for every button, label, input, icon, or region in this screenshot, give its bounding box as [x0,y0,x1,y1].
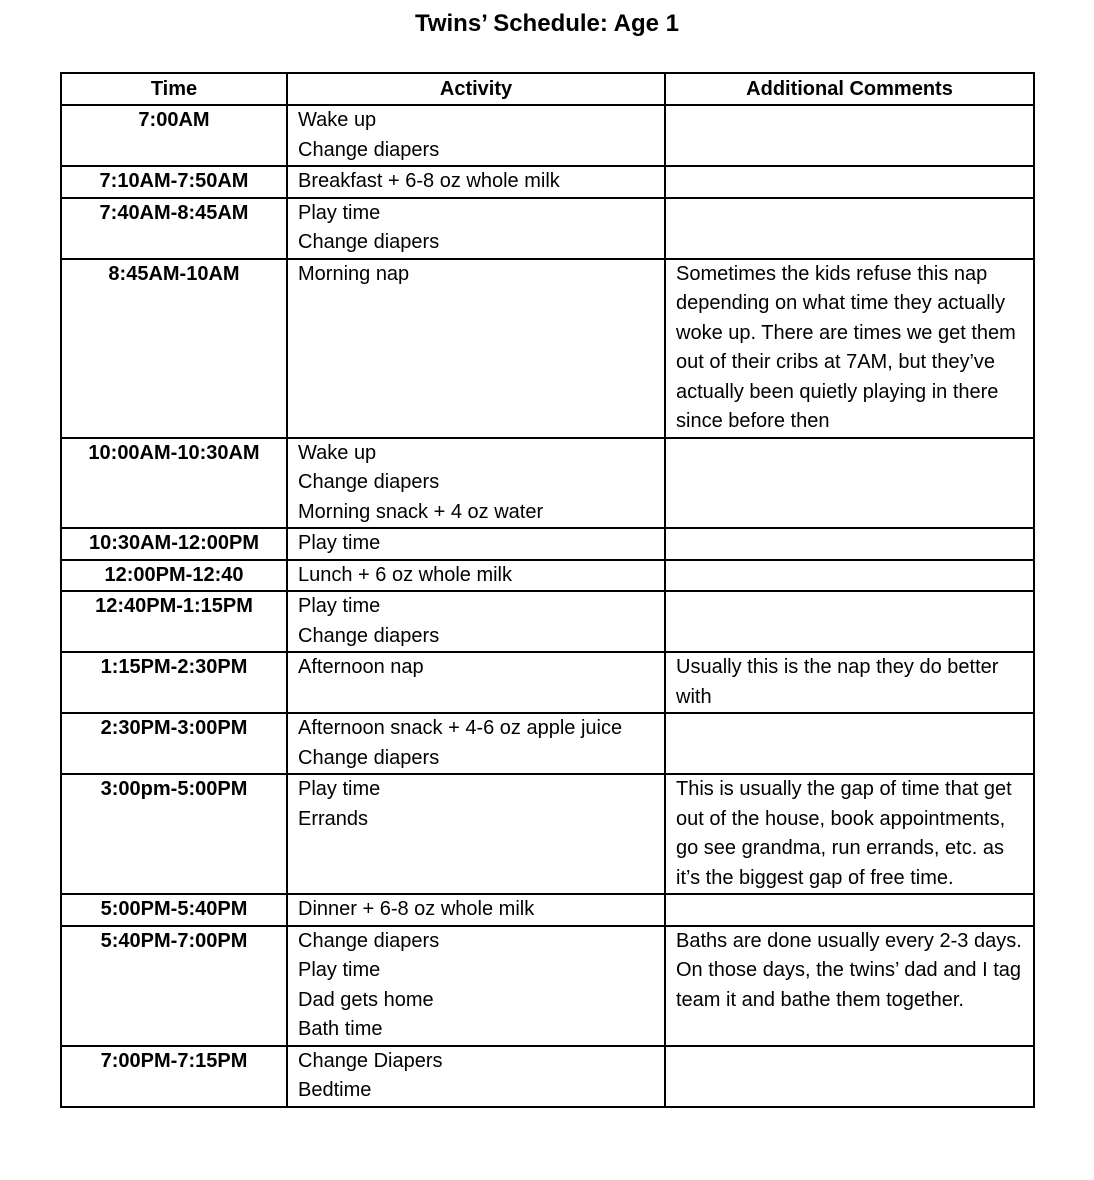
activity-cell [287,652,665,713]
comment-cell [665,652,1034,713]
activity-line: Morning snack + 4 oz water [298,500,544,523]
activity-line: Dinner + 6-8 oz whole milk [298,898,535,920]
activity-line: Play time [298,595,381,617]
activity-line: Breakfast + 6-8 oz whole milk [298,170,560,192]
comment-text: Usually this is the nap they do better with [676,656,999,708]
activity-line: Afternoon snack + 4-6 oz apple juice [298,717,623,739]
activity-line: Change diapers [298,624,440,647]
activity-cell [287,105,665,166]
table-row [61,438,1034,529]
activity-cell [287,528,665,560]
time-column-header: Time [61,73,287,105]
table-row [61,560,1034,592]
time-cell: 7:40AM-8:45AM [61,198,287,259]
activity-line: Afternoon nap [298,656,424,678]
comment-cell [665,438,1034,529]
comment-cell [665,926,1034,1046]
activity-cell [287,1046,665,1107]
time-cell: 1:15PM-2:30PM [61,652,287,713]
activity-line: Change diapers [298,138,440,161]
activity-cell [287,894,665,926]
activity-cell [287,591,665,652]
table-row [61,774,1034,894]
comment-cell [665,198,1034,259]
activity-cell [287,713,665,774]
activity-cell [287,198,665,259]
time-cell: 7:00AM [61,105,287,166]
activity-line: Bath time [298,1018,383,1040]
time-cell: 7:10AM-7:50AM [61,166,287,198]
table-row [61,528,1034,560]
comment-cell [665,528,1034,560]
time-cell: 10:30AM-12:00PM [61,528,287,560]
comment-text: This is usually the gap of time that get out of the house, book appointments, go see grandma, run errands, etc. as it’s the biggest gap of free time. [676,778,1012,889]
activity-line: Change diapers [298,471,440,493]
time-cell: 5:00PM-5:40PM [61,894,287,926]
table-row [61,713,1034,774]
comment-cell [665,591,1034,652]
activity-line: Play time [298,532,381,554]
activity-line: Wake up [298,441,377,464]
table-row [61,652,1034,713]
activity-line: Play time [298,201,381,224]
activity-line: Lunch + 6 oz whole milk [298,563,513,586]
time-cell: 5:40PM-7:00PM [61,926,287,1046]
table-row [61,105,1034,166]
activity-cell [287,926,665,1046]
activity-line: Dad gets home [298,988,434,1011]
time-cell: 12:00PM-12:40 [61,560,287,592]
table-row [61,198,1034,259]
activity-line: Change diapers [298,929,440,952]
table-row [61,894,1034,926]
comment-cell [665,259,1034,438]
comment-cell [665,105,1034,166]
time-cell: 7:00PM-7:15PM [61,1046,287,1107]
comments-column-header: Additional Comments [665,73,1034,105]
activity-line: Change Diapers [298,1049,443,1072]
comment-cell [665,1046,1034,1107]
activity-cell [287,259,665,438]
activity-column-header: Activity [287,73,665,105]
comment-cell [665,774,1034,894]
activity-line: Wake up [298,109,377,131]
table-row [61,259,1034,438]
activity-line: Bedtime [298,1079,372,1101]
activity-cell [287,560,665,592]
time-cell: 8:45AM-10AM [61,259,287,438]
activity-cell [287,166,665,198]
comment-cell [665,894,1034,926]
activity-line: Play time [298,959,381,981]
table-row [61,1046,1034,1107]
activity-line: Change diapers [298,746,440,769]
comment-cell [665,713,1034,774]
document-title: Twins’ Schedule: Age 1 [414,10,680,37]
comment-cell [665,166,1034,198]
time-cell: 10:00AM-10:30AM [61,438,287,529]
schedule-table [60,72,1035,1108]
activity-line: Play time [298,778,381,800]
time-cell: 12:40PM-1:15PM [61,591,287,652]
activity-line: Morning nap [298,262,410,285]
time-cell: 3:00pm-5:00PM [61,774,287,894]
activity-cell [287,774,665,894]
table-row [61,591,1034,652]
activity-cell [287,438,665,529]
activity-line: Errands [298,807,369,830]
comment-cell [665,560,1034,592]
comment-text: Sometimes the kids refuse this nap depending on what time they actually woke up. There are times we get them out of their cribs at 7AM, but they’ve actually been quietly playing in there since before then [676,262,1016,432]
time-cell: 2:30PM-3:00PM [61,713,287,774]
header-row [61,73,1034,105]
table-row [61,166,1034,198]
table-row [61,926,1034,1046]
comment-text: Baths are done usually every 2-3 days. On those days, the twins’ dad and I tag team it and bathe them together. [676,929,1022,1011]
activity-line: Change diapers [298,231,440,253]
